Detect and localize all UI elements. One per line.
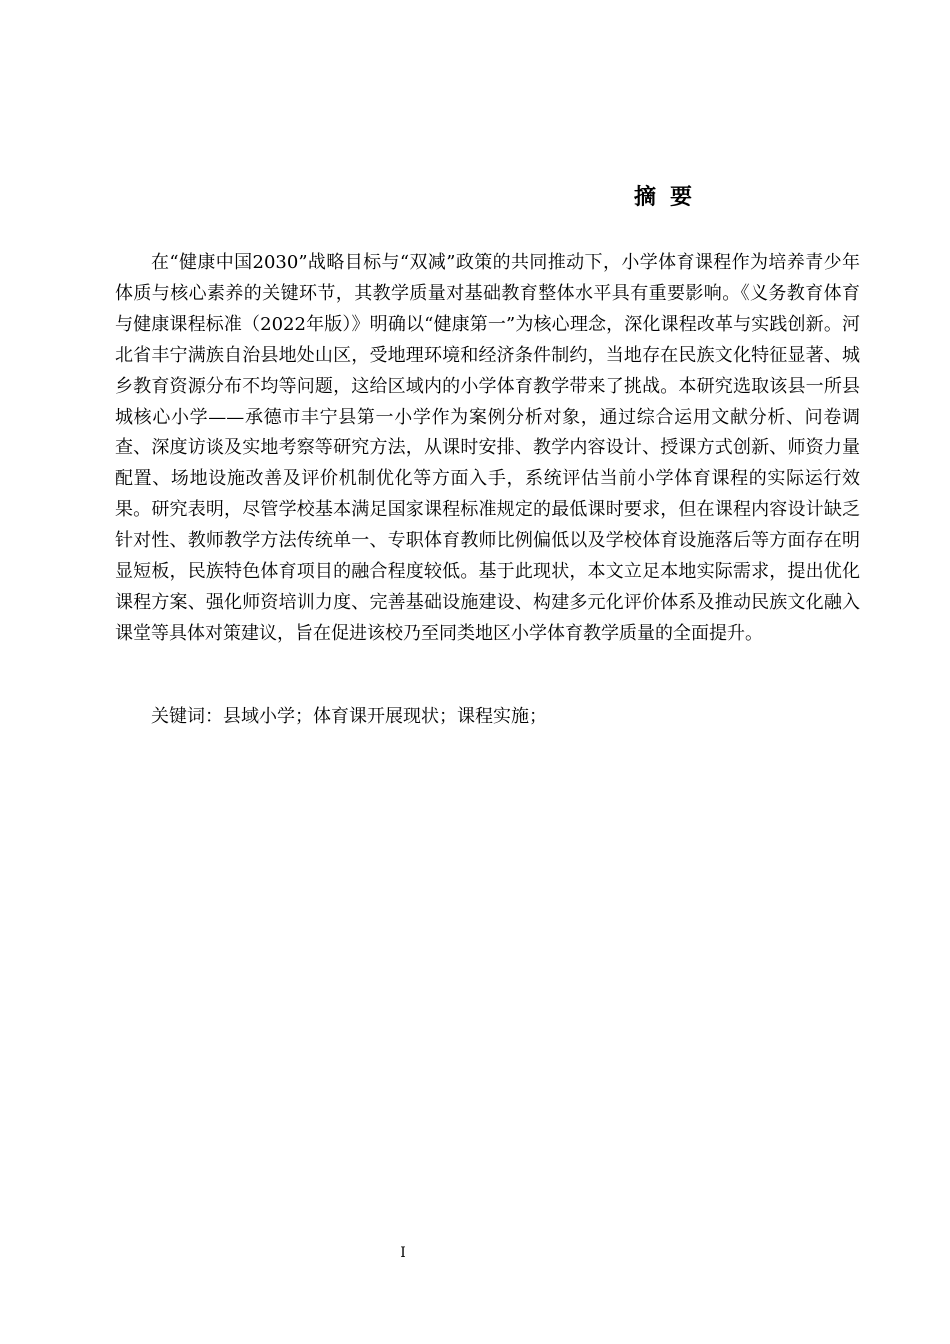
page-number: I [400, 1245, 406, 1261]
abstract-title: 摘要 [633, 184, 706, 210]
keywords-line: 关键词：县域小学；体育课开展现状；课程实施； [151, 706, 547, 727]
abstract-body: 在“健康中国2030”战略目标与“双减”政策的共同推动下，小学体育课程作为培养青少年体质与核心素养的关键环节，其教学质量对基础教育整体水平具有重要影响。《义务教育体育与健康课程标准（2022年版）》明确以“健康第一”为核心理念，深化课程改革与实践创新。河北省丰宁满族自治县地处山区，受地理环境和经济条件制约，当地存在民族文化特征显著、城乡教育资源分布不均等问题，这给区域内的小学体育教学带来了挑战。本研究选取该县一所县城核心小学——承德市丰宁县第一小学作为案例分析对象，通过综合运用文献分析、问卷调查、深度访谈及实地考察等研究方法，从课时安排、教学内容设计、授课方式创新、师资力量配置、场地设施改善及评价机制优化等方面入手，系统评估当前小学体育课程的实际运行效果。研究表明，尽管学校基本满足国家课程标准规定的最低课时要求，但在课程内容设计缺乏针对性、教师教学方法传统单一、专职体育教师比例偏低以及学校体育设施落后等方面存在明显短板，民族特色体育项目的融合程度较低。基于此现状，本文立足本地实际需求，提出优化课程方案、强化师资培训力度、完善基础设施建设、构建多元化评价体系及推动民族文化融入课堂等具体对策建议，旨在促进该校乃至同类地区小学体育教学质量的全面提升。 [115, 252, 860, 644]
